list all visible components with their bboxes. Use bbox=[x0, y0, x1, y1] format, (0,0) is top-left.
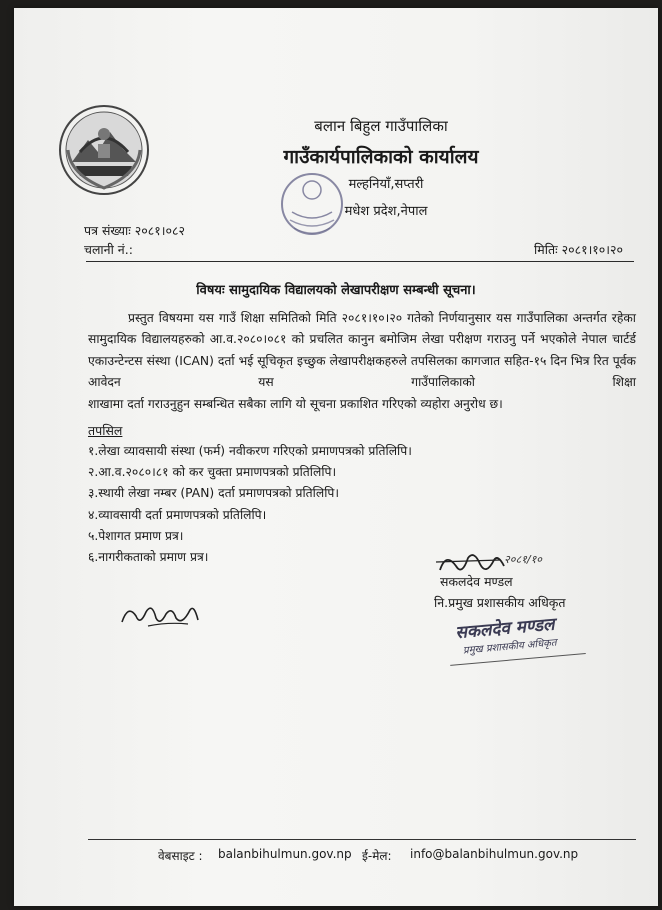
website-link[interactable]: balanbihulmun.gov.np bbox=[218, 847, 352, 861]
office-address: मल्हनियाँ,सप्तरी bbox=[348, 177, 424, 192]
list-item: ६.नागरीकताको प्रमाण प्रत्र। bbox=[88, 550, 209, 565]
list-item: १.लेखा व्यावसायी संस्था (फर्म) नवीकरण गरिएको प्रमाणपत्रको प्रतिलिपि। bbox=[88, 444, 412, 458]
email-link[interactable]: info@balanbihulmun.gov.np bbox=[410, 847, 579, 861]
dispatch-number: चलानी नं.: bbox=[84, 242, 133, 257]
letter-number: पत्र संख्याः २०८१।०८२ bbox=[84, 223, 185, 238]
stamp-name: सकलदेव मण्डल bbox=[454, 614, 556, 644]
letter-page bbox=[14, 8, 658, 906]
list-item: २.आ.व.२०८०।८१ को कर चुक्ता प्रमाणपत्रको प्रतिलिपि। bbox=[88, 465, 337, 480]
office-name: गाउँकार्यपालिकाको कार्यालय bbox=[283, 146, 479, 168]
body-paragraph: प्रस्तुत विषयमा यस गाउँ शिक्षा समितिको मिति २०८१।१०।२० गतेको निर्णयानुसार यस गाउँपालिका अन्तर्गत रहेका सामुदायिक विद्यालयहरुको आ.व.२०८०।०८१ को प्रचलित कानुन बमोजिम लेखा परीक्षण गराउनु पर्ने भएकोले नेपाल चार्टर्ड एकाउन्टेन्टस संस्था (ICAN) दर्ता भई सूचिकृत इच्छुक लेखापरीक्षकहरुले तपसिलका कागजात सहित-१५ दिन भित्र रित पूर्वक आवेदन यस गाउँपालिकाको शिक्षा bbox=[88, 311, 636, 390]
stamp-title: प्रमुख प्रशासकीय अधिकृत bbox=[462, 637, 558, 657]
list-item: ४.व्यावसायी दर्ता प्रमाणपत्रको प्रतिलिपि। bbox=[88, 507, 267, 522]
letter-subject: विषयः सामुदायिक विद्यालयको लेखापरीक्षण सम्बन्धी सूचना। bbox=[196, 283, 476, 298]
office-province: मधेश प्रदेश,नेपाल bbox=[344, 204, 428, 219]
officer-title: नि.प्रमुख प्रशासकीय अधिकृत bbox=[434, 595, 566, 610]
letter-body bbox=[88, 308, 636, 415]
attachment-list bbox=[88, 441, 412, 568]
header-divider bbox=[86, 261, 634, 262]
municipality-name: बलान बिहुल गाउँपालिका bbox=[314, 117, 448, 135]
footer-divider bbox=[88, 839, 636, 840]
office-round-seal-icon bbox=[272, 166, 350, 246]
letter-date: मितिः २०८१।१०।२० bbox=[534, 242, 624, 257]
attachment-list-title: तपसिल bbox=[88, 423, 123, 438]
body-paragraph-end: शाखामा दर्ता गराउनुहुन सम्बन्धित सबैका लागि यो सूचना प्रकाशित गरिएको व्यहोरा अनुरोध छ। bbox=[88, 396, 503, 411]
list-item: ५.पेशागत प्रमाण प्रत्र। bbox=[88, 528, 184, 543]
officer-name: सकलदेव मण्डल bbox=[440, 574, 513, 589]
officer-stamp bbox=[446, 607, 586, 666]
email-label: ई-मेल: bbox=[362, 849, 392, 863]
signature-date: २०८१/१० bbox=[504, 553, 543, 566]
list-item: ३.स्थायी लेखा नम्बर (PAN) दर्ता प्रमाणपत्रको प्रतिलिपि। bbox=[88, 486, 340, 501]
website-label: वेबसाइट : bbox=[158, 849, 203, 863]
left-signature bbox=[118, 596, 208, 636]
